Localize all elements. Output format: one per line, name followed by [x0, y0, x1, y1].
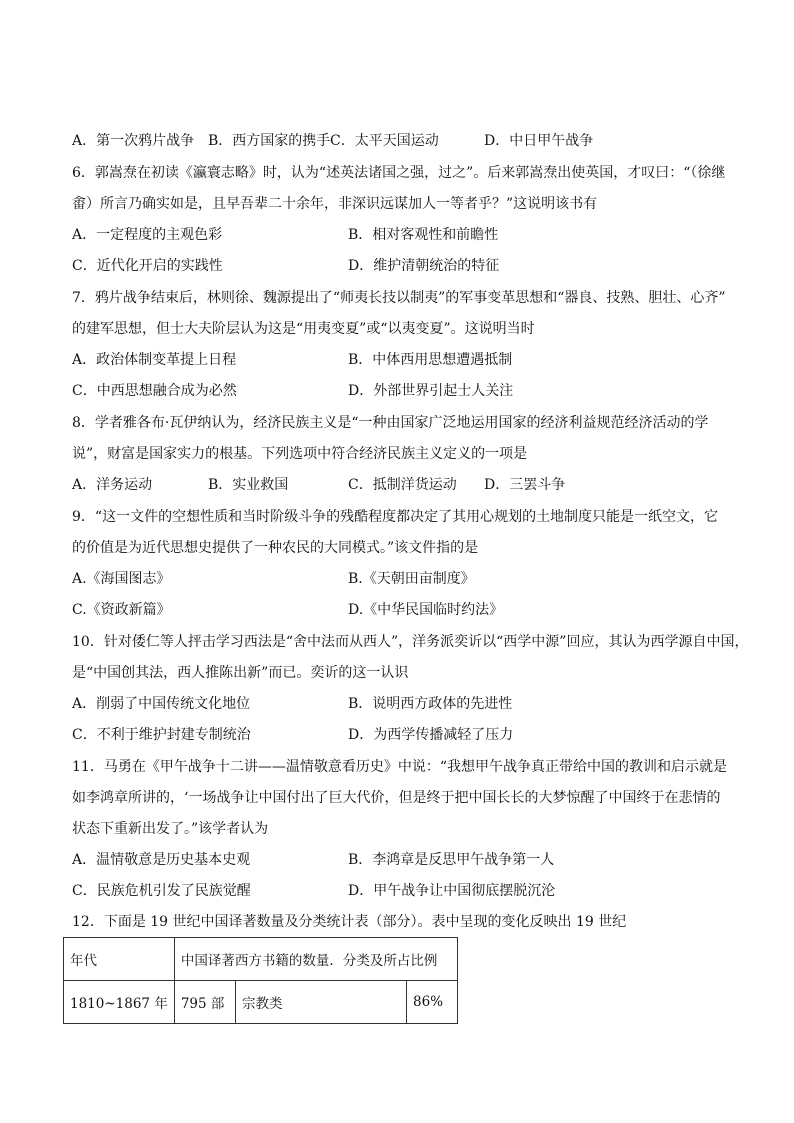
q6-option-d[interactable]: D．维护清朝统治的特征: [348, 258, 500, 274]
table-cell-percent: 86%: [407, 981, 458, 1024]
q5-option-a[interactable]: A．第一次鸦片战争: [72, 133, 195, 149]
q10-options-row-2: [72, 725, 722, 745]
q9-option-a[interactable]: A.《海国图志》: [72, 571, 171, 587]
q6-option-b[interactable]: B．相对客观性和前瞻性: [348, 227, 499, 243]
q10-options-row-1: [72, 694, 722, 714]
q11-stem-line-2: 如李鸿章所讲的，‘一场战争让中国付出了巨大代价，但是终于把中国长长的大梦惊醒了中国终于在悲情的: [72, 790, 721, 806]
q5-option-d[interactable]: D．中日甲午战争: [484, 133, 594, 149]
q6-option-a[interactable]: A．一定程度的主观色彩: [72, 227, 223, 243]
q7-option-b[interactable]: B．中体西用思想遭遇抵制: [348, 352, 513, 368]
q10-stem-line-2: 是“中国创其法，西人推陈出新”而已。奕䜣的这一认识: [72, 665, 409, 681]
q9-option-d[interactable]: D.《中华民国临时约法》: [348, 602, 504, 618]
q10-option-b[interactable]: B．说明西方政体的先进性: [348, 696, 513, 712]
q7-options-row-1: [72, 350, 722, 370]
q5-options: [72, 131, 722, 151]
q5-option-b[interactable]: B．西方国家的携手: [208, 133, 331, 149]
q8-option-c[interactable]: C．抵制洋货运动: [348, 477, 457, 493]
q8-stem-line-1: 8．学者雅各布·瓦伊纳认为，经济民族主义是“一种由国家广泛地运用国家的经济利益规范经济活动的学: [72, 415, 709, 431]
q11-option-b[interactable]: B．李鸿章是反思甲午战争第一人: [348, 852, 555, 868]
q8-options: [72, 475, 722, 495]
q11-option-d[interactable]: D．甲午战争让中国彻底摆脱沉沦: [348, 883, 556, 899]
q9-options-row-1: [72, 569, 722, 589]
q11-option-a[interactable]: A．温情敬意是历史基本史观: [72, 852, 251, 868]
q12-stem: 12．下面是 19 世纪中国译著数量及分类统计表（部分）。表中呈现的变化反映出 19 世纪: [72, 914, 627, 930]
q11-stem-line-3: 状态下重新出发了。”该学者认为: [72, 821, 269, 837]
translation-stats-table: [63, 937, 458, 1024]
table-row: [64, 981, 458, 1024]
q6-stem-line-2: 畬）所言乃确实如是，且早吾辈二十余年，非深识远谋加人一等者乎？”这说明该书有: [72, 196, 598, 212]
q6-stem-line-1: 6．郭嵩焘在初读《瀛寰志略》时，认为“述英法诸国之强，过之”。后来郭嵩焘出使英国，才叹曰：“（徐继: [72, 165, 726, 181]
q9-option-b[interactable]: B.《天朝田亩制度》: [348, 571, 475, 587]
q7-options-row-2: [72, 381, 722, 401]
q7-option-a[interactable]: A．政治体制变革提上日程: [72, 352, 237, 368]
q9-option-c[interactable]: C.《资政新篇》: [72, 602, 171, 618]
q8-option-a[interactable]: A．洋务运动: [72, 477, 153, 493]
table-cell-category: 宗教类: [235, 981, 406, 1024]
q6-options-row-2: [72, 256, 722, 276]
q11-option-c[interactable]: C．民族危机引发了民族觉醒: [72, 883, 251, 899]
q10-option-a[interactable]: A．削弱了中国传统文化地位: [72, 696, 251, 712]
table-header-description: 中国译著西方书籍的数量．分类及所占比例: [174, 938, 457, 981]
table-header-row: [64, 938, 458, 981]
q5-option-c[interactable]: C．太平天国运动: [330, 133, 439, 149]
q11-options-row-2: [72, 881, 722, 901]
q7-stem-line-1: 7．鸦片战争结束后，林则徐、魏源提出了“师夷长技以制夷”的军事变革思想和“器良、技熟、胆壮、心齐”: [72, 290, 726, 306]
q7-option-d[interactable]: D．外部世界引起士人关注: [348, 383, 514, 399]
table-header-year: 年代: [64, 938, 175, 981]
q9-options-row-2: [72, 600, 722, 620]
q11-options-row-1: [72, 850, 722, 870]
table-cell-year: 1810~1867 年: [64, 981, 175, 1024]
q10-option-d[interactable]: D．为西学传播减轻了压力: [348, 727, 514, 743]
q9-stem-line-1: 9．“这一文件的空想性质和当时阶级斗争的残酷程度都决定了其用心规划的土地制度只能是一纸空文，它: [72, 509, 719, 525]
q9-stem-line-2: 的价值是为近代思想史提供了一种农民的大同模式。”该文件指的是: [72, 540, 479, 556]
q8-stem-line-2: 说”，财富是国家实力的根基。下列选项中符合经济民族主义定义的一项是: [72, 446, 528, 462]
q7-option-c[interactable]: C．中西思想融合成为必然: [72, 383, 237, 399]
q8-option-b[interactable]: B．实业救国: [208, 477, 289, 493]
q6-option-c[interactable]: C．近代化开启的实践性: [72, 258, 223, 274]
table-cell-count: 795 部: [174, 981, 235, 1024]
q7-stem-line-2: 的建军思想，但士大夫阶层认为这是“用夷变夏”或“以夷变夏”。这说明当时: [72, 321, 535, 337]
q6-options-row-1: [72, 225, 722, 245]
q10-option-c[interactable]: C．不利于维护封建专制统治: [72, 727, 251, 743]
q8-option-d[interactable]: D．三罢斗争: [484, 477, 566, 493]
q10-stem-line-1: 10．针对倭仁等人抨击学习西法是“舍中法而从西人”，洋务派奕䜣以“西学中源”回应，其认为西学源自中国，: [72, 634, 749, 650]
q11-stem-line-1: 11．马勇在《甲午战争十二讲——温情敬意看历史》中说：“我想甲午战争真正带给中国的教训和启示就是: [72, 759, 727, 775]
